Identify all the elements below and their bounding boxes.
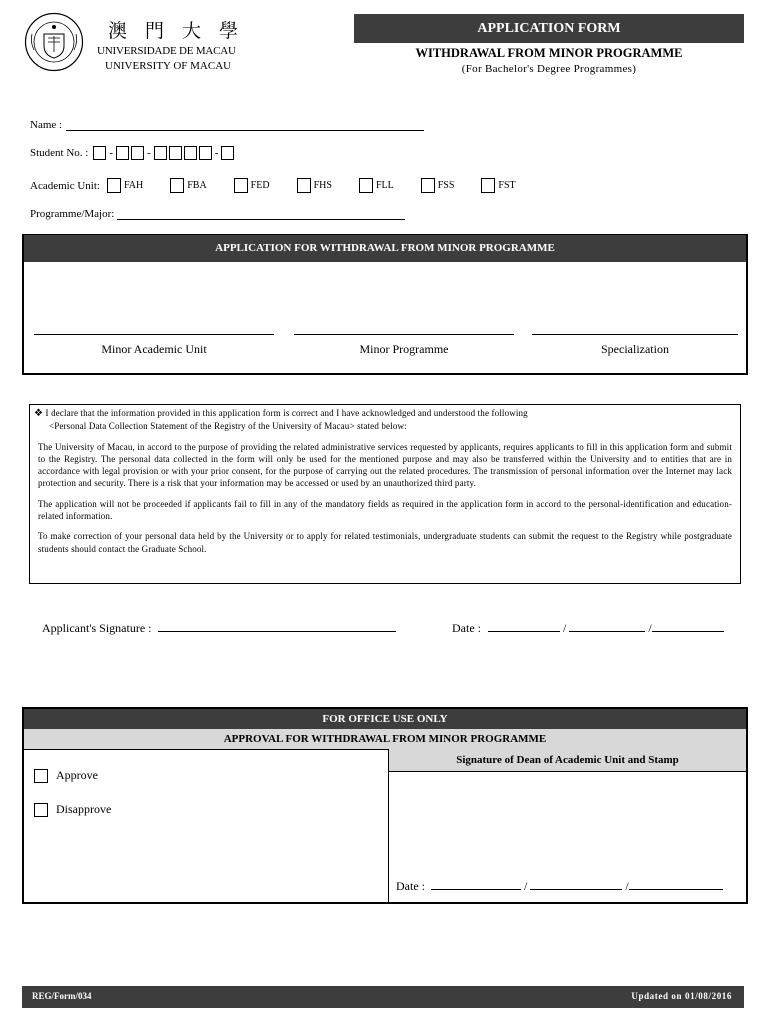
applicant-signature-field[interactable] [158,619,396,632]
checkbox[interactable] [107,178,121,193]
applicant-signature-row [42,619,396,636]
name-label: Name : [30,118,63,131]
applicant-signature-label: Applicant's Signature : [42,621,152,635]
declaration-para3: To make correction of your personal data held by the University or to apply for related testimonials, undergraduate students can submit the request to the Registry while postgraduate students should contact the Graduate School. [38,531,732,554]
declaration-line1: I declare that the information provided in this application form is correct and I have acknowledged and understood the following [45,408,528,418]
minor-academic-unit-field[interactable] [34,333,274,335]
office-use-section [22,707,748,904]
checkbox[interactable] [359,178,373,193]
applicant-date-row: Date : / / [452,619,724,636]
unit-option-fhs[interactable]: FHS [296,178,332,193]
footer-bar [22,986,744,1008]
applicant-date-label: Date : [452,621,481,635]
application-heading: APPLICATION FOR WITHDRAWAL FROM MINOR PROGRAMME [24,235,746,262]
student-no-box[interactable] [116,146,129,160]
declaration-para1: The University of Macau, in accord to the purpose of providing the related administrative services requested by applicants, requires applicants to fill in this application form and submit to the Registry. The personal data collected in the form will only be used for the mentioned purpose and may also be transferred within the University and to entities that are in accordance with legal provision or with your prior consent, for the purpose of carrying out the related procedures. The transmission of personal information over the Internet may lack protection and security. There is a risk that your information may be accessed or used by an unauthorized third party. [38,441,732,489]
office-date-day-field[interactable] [431,877,521,890]
checkbox[interactable] [481,178,495,193]
unit-option-fll[interactable]: FLL [358,178,394,193]
student-no-box[interactable] [93,146,106,160]
updated-date: Updated on 01/08/2016 [631,991,732,1001]
checkbox[interactable] [421,178,435,193]
disapprove-checkbox[interactable] [34,803,48,817]
approve-label: Approve [56,768,98,782]
dean-signature-heading: Signature of Dean of Academic Unit and Stamp [389,749,746,772]
name-row [30,118,424,131]
office-use-heading: FOR OFFICE USE ONLY [24,709,746,729]
unit-option-fba[interactable]: FBA [169,178,206,193]
diamond-bullet-icon: ❖ [34,408,44,419]
unit-option-fss[interactable]: FSS [420,178,455,193]
minor-programme-label: Minor Programme [359,342,449,356]
university-seal-logo [24,12,84,72]
university-chinese-name: 澳門大學 [108,21,257,42]
student-no-field[interactable]: - - - [92,146,235,160]
minor-programme-field[interactable] [294,333,514,335]
disapprove-option[interactable] [34,802,111,817]
office-date-month-field[interactable] [530,877,622,890]
date-day-field[interactable] [488,619,560,632]
university-name-portuguese: UNIVERSIDADE DE MACAU [97,45,236,57]
form-note: (For Bachelor's Degree Programmes) [461,63,637,75]
form-subtitle: WITHDRAWAL FROM MINOR PROGRAMME [415,46,683,60]
approve-checkbox[interactable] [34,769,48,783]
declaration-box [29,404,741,584]
academic-unit-row [30,178,524,193]
unit-option-fed[interactable]: FED [233,178,270,193]
disapprove-label: Disapprove [56,802,112,816]
office-date-year-field[interactable] [629,877,723,890]
name-field[interactable] [66,118,424,131]
student-no-box[interactable] [169,146,182,160]
application-section [22,234,748,375]
declaration-para2: The application will not be proceeded if applicants fail to fill in any of the mandatory fields as required in the application form in accord to the personal-identification and education-related information. [38,498,732,522]
date-year-field[interactable] [652,619,724,632]
office-date-row: Date : / / [396,877,723,894]
specialization-label: Specialization [601,342,669,356]
form-code: REG/Form/034 [32,991,92,1001]
student-no-label: Student No. : [30,147,89,159]
office-date-label: Date : [396,879,425,893]
programme-row [30,207,405,220]
unit-option-fah[interactable]: FAH [106,178,143,193]
approval-heading: APPROVAL FOR WITHDRAWAL FROM MINOR PROGRAMME [24,729,746,750]
student-no-box[interactable] [184,146,197,160]
university-name-english: UNIVERSITY OF MACAU [105,60,232,72]
form-title: APPLICATION FORM [354,14,744,43]
checkbox[interactable] [170,178,184,193]
student-no-row [30,146,235,160]
student-no-box[interactable] [221,146,234,160]
student-no-box[interactable] [154,146,167,160]
date-month-field[interactable] [569,619,645,632]
unit-option-fst[interactable]: FST [480,178,515,193]
specialization-field[interactable] [532,333,738,335]
student-no-box[interactable] [199,146,212,160]
declaration-line2: <Personal Data Collection Statement of the Registry of the University of Macau> stated below: [49,421,407,432]
approve-option[interactable] [34,768,98,783]
student-no-box[interactable] [131,146,144,160]
checkbox[interactable] [234,178,248,193]
minor-academic-unit-label: Minor Academic Unit [101,342,207,356]
academic-unit-label: Academic Unit: [30,179,100,192]
checkbox[interactable] [297,178,311,193]
programme-field[interactable] [117,207,405,220]
programme-label: Programme/Major: [30,207,115,220]
